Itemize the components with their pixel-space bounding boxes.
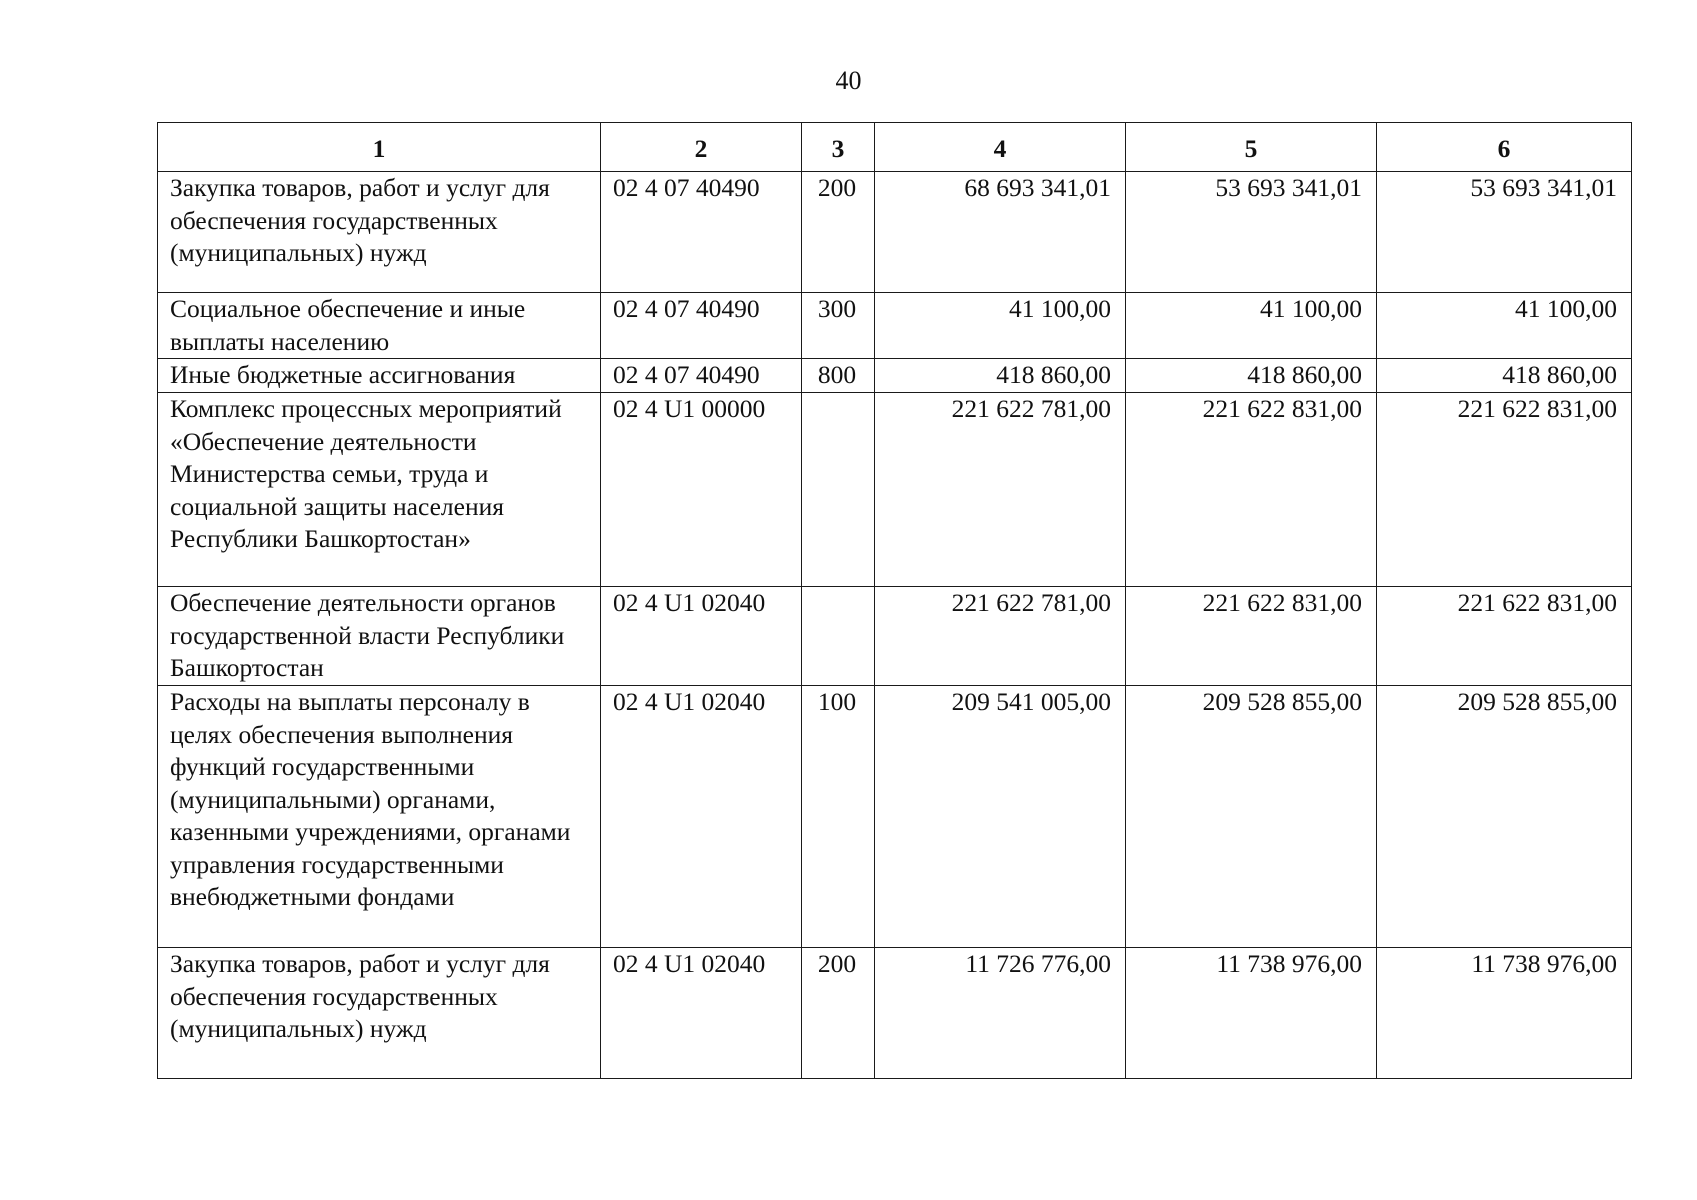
table-row — [158, 293, 1632, 359]
column-header-3: 3 — [802, 123, 875, 172]
row-expense-type: 200 — [802, 948, 875, 1079]
row-expense-type — [802, 393, 875, 587]
row-target-code: 02 4 U1 02040 — [601, 686, 802, 948]
row-value-col5: 221 622 831,00 — [1126, 587, 1377, 686]
table-row — [158, 948, 1632, 1079]
row-value-col4: 209 541 005,00 — [875, 686, 1126, 948]
row-value-col6: 209 528 855,00 — [1377, 686, 1632, 948]
column-header-5: 5 — [1126, 123, 1377, 172]
row-expense-type: 800 — [802, 359, 875, 393]
row-name: Комплекс процессных мероприятий «Обеспечение деятельности Министерства семьи, труда и социальной защиты населения Республики Башкортостан» — [158, 393, 601, 587]
row-value-col6: 11 738 976,00 — [1377, 948, 1632, 1079]
table-row — [158, 393, 1632, 587]
row-value-col6: 221 622 831,00 — [1377, 393, 1632, 587]
row-value-col6: 53 693 341,01 — [1377, 172, 1632, 293]
row-value-col5: 221 622 831,00 — [1126, 393, 1377, 587]
row-target-code: 02 4 07 40490 — [601, 172, 802, 293]
row-target-code: 02 4 U1 00000 — [601, 393, 802, 587]
row-name: Обеспечение деятельности органов государственной власти Республики Башкортостан — [158, 587, 601, 686]
table-row — [158, 172, 1632, 293]
row-value-col4: 221 622 781,00 — [875, 393, 1126, 587]
column-header-4: 4 — [875, 123, 1126, 172]
row-value-col4: 41 100,00 — [875, 293, 1126, 359]
table-row — [158, 686, 1632, 948]
table-row — [158, 359, 1632, 393]
row-value-col6: 41 100,00 — [1377, 293, 1632, 359]
row-name: Иные бюджетные ассигнования — [158, 359, 601, 393]
table-header-row — [158, 123, 1632, 172]
row-value-col4: 68 693 341,01 — [875, 172, 1126, 293]
row-expense-type: 200 — [802, 172, 875, 293]
row-value-col5: 11 738 976,00 — [1126, 948, 1377, 1079]
row-value-col4: 418 860,00 — [875, 359, 1126, 393]
row-target-code: 02 4 U1 02040 — [601, 948, 802, 1079]
budget-table — [157, 122, 1632, 1079]
column-header-2: 2 — [601, 123, 802, 172]
row-value-col6: 418 860,00 — [1377, 359, 1632, 393]
row-value-col5: 418 860,00 — [1126, 359, 1377, 393]
row-name: Расходы на выплаты персоналу в целях обеспечения выполнения функций государственными (муниципальными) органами, казенными учреждениями, органами управления государственными внебюджетными фондами — [158, 686, 601, 948]
column-header-6: 6 — [1377, 123, 1632, 172]
row-target-code: 02 4 U1 02040 — [601, 587, 802, 686]
page-number: 40 — [835, 66, 862, 95]
row-expense-type: 100 — [802, 686, 875, 948]
row-target-code: 02 4 07 40490 — [601, 293, 802, 359]
row-name: Закупка товаров, работ и услуг для обеспечения государственных (муниципальных) нужд — [158, 948, 601, 1079]
row-name: Социальное обеспечение и иные выплаты населению — [158, 293, 601, 359]
table-row — [158, 587, 1632, 686]
row-value-col4: 11 726 776,00 — [875, 948, 1126, 1079]
row-value-col5: 41 100,00 — [1126, 293, 1377, 359]
column-header-1: 1 — [158, 123, 601, 172]
row-value-col6: 221 622 831,00 — [1377, 587, 1632, 686]
row-expense-type — [802, 587, 875, 686]
row-value-col5: 209 528 855,00 — [1126, 686, 1377, 948]
row-value-col5: 53 693 341,01 — [1126, 172, 1377, 293]
row-target-code: 02 4 07 40490 — [601, 359, 802, 393]
row-name: Закупка товаров, работ и услуг для обеспечения государственных (муниципальных) нужд — [158, 172, 601, 293]
row-value-col4: 221 622 781,00 — [875, 587, 1126, 686]
row-expense-type: 300 — [802, 293, 875, 359]
